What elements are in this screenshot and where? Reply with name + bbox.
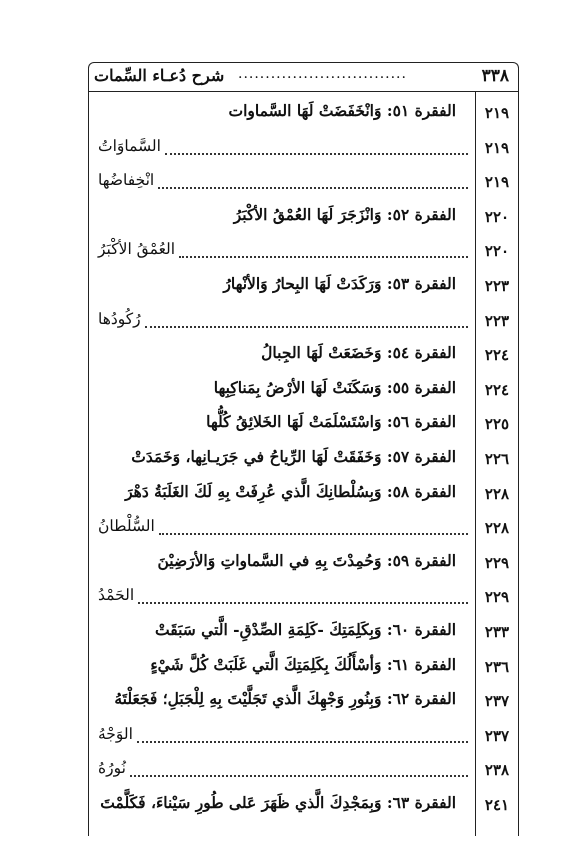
page-number: ٣٣٨ (481, 66, 509, 86)
toc-term: رُكُودُها (98, 309, 141, 328)
toc-term: الوَجْهُ (98, 724, 133, 743)
toc-row (92, 236, 516, 268)
toc-page-number: ٢٢٥ (484, 415, 510, 434)
toc-row (92, 409, 516, 441)
toc-row (92, 271, 516, 303)
toc-dot-leader (138, 600, 468, 604)
toc-heading: الفقرة ٥٨: وَبِسُلْطانِكَ الَّذي عُرِفَتْ بِهِ لَكَ الغَلَبَةُ دَهْرَ (125, 481, 456, 501)
toc-heading: الفقرة ٥٩: وَحُمِدْتَ بِهِ في السَّماواتِ وَالأرَضِيْنَ (157, 550, 456, 570)
toc-row (92, 340, 516, 372)
toc-page-number: ٢٢٣ (484, 277, 510, 295)
toc-row (92, 652, 516, 684)
toc-row (92, 167, 516, 199)
toc-dot-leader (130, 773, 468, 777)
toc-term: السُّلْطانُ (98, 517, 155, 536)
toc-row (92, 133, 516, 165)
toc-heading: الفقرة ٥٥: وَسَكَنَتْ لَهَا الأرْضُ بِمَناكِبِها (213, 377, 456, 397)
toc-page-number: ٢١٩ (484, 173, 510, 192)
toc-heading: الفقرة ٥٣: وَرَكَدَتْ لَهَا البِحارُ وَالأنْهارُ (223, 274, 456, 293)
toc-row (92, 721, 516, 753)
toc-page-number: ٢٢٩ (484, 588, 510, 607)
toc-row (92, 202, 516, 234)
toc-page-number: ٢٣٧ (484, 726, 510, 745)
toc-page-number: ٢٢٤ (484, 346, 510, 365)
toc-term: نُورُهُ (98, 759, 126, 778)
toc-term: الحَمْدُ (98, 586, 135, 605)
toc-dot-leader (145, 324, 468, 328)
toc-page-number: ٢١٩ (484, 138, 510, 157)
toc-row (92, 513, 516, 545)
toc-heading: الفقرة ٦٣: وَبِمَجْدِكَ الَّذي ظَهَرَ عَلى طُورِ سَيْناءَ، فَكَلَّمْتَ (100, 793, 456, 812)
toc-dot-leader (158, 185, 468, 189)
toc-row (92, 755, 516, 787)
toc-dot-leader (159, 531, 468, 535)
toc-page-number: ٢٣٣ (484, 623, 510, 641)
toc-row (92, 617, 516, 649)
toc-heading: الفقرة ٦٢: وَبِنُورِ وَجْهِكَ الَّذي تَجَلَّيْتَ بِهِ لِلْجَبَلِ؛ فَجَعَلْتَهُ (114, 689, 456, 709)
toc-heading: الفقرة ٥٤: وَخَضَعَتْ لَهَا الجِبالُ (261, 343, 456, 363)
toc-term: العُمْقُ الأكْبَرُ (98, 240, 176, 259)
toc-heading: الفقرة ٥١: وَانْخَفَضَتْ لَهَا السَّماوات (228, 101, 456, 120)
toc-row (92, 98, 516, 130)
toc-term: انْخِفاضُها (98, 171, 155, 190)
toc-dot-leader (165, 151, 468, 155)
toc-page-number: ٢٣٨ (484, 761, 510, 780)
toc-page-number: ٢٢٠ (484, 242, 510, 261)
toc-dot-leader (137, 739, 468, 743)
toc-heading: الفقرة ٥٢: وَانْزَجَرَ لَهَا العُمْقُ الأكْبَرُ (233, 204, 456, 224)
toc-page-number: ٢٢٦ (484, 450, 510, 468)
toc-heading: الفقرة ٦٠: وَبِكَلِمَتِكَ -كَلِمَةِ الصِّدْقِ- الَّتي سَبَقَتْ (155, 620, 456, 639)
toc-row (92, 444, 516, 476)
toc-term: السَّماوَاتُ (98, 136, 161, 155)
toc-row (92, 686, 516, 718)
toc-heading: الفقرة ٦١: وَأسْأَلُكَ بِكَلِمَتِكَ الَّتي غَلَبَتْ كُلَّ شَيْءٍ (150, 654, 456, 674)
toc-page-number: ٢٣٦ (484, 657, 510, 676)
toc-row (92, 790, 516, 822)
toc-heading: الفقرة ٥٧: وَخَفَقَتْ لَهَا الرِّياحُ في جَرَيـانِها، وَخَمَدَتْ (131, 447, 456, 466)
toc-page-number: ٢١٩ (484, 104, 510, 122)
toc-page-number: ٢٣٧ (484, 692, 510, 711)
toc-row (92, 306, 516, 338)
toc-row (92, 548, 516, 580)
toc-row (92, 479, 516, 511)
running-header (88, 62, 519, 92)
toc-row (92, 375, 516, 407)
header-dots: ............................... (238, 66, 407, 82)
toc-page-number: ٢٢٩ (484, 553, 510, 572)
toc-page-number: ٢٢٨ (484, 519, 510, 538)
toc-dot-leader (179, 254, 468, 258)
toc-page-number: ٢٢٤ (484, 380, 510, 399)
toc-row (92, 582, 516, 614)
toc-page-number: ٢٢٠ (484, 207, 510, 226)
toc-page-number: ٢٢٨ (484, 484, 510, 503)
toc-page-number: ٢٢٣ (484, 311, 510, 330)
running-title: شرح دُعـاء السِّمات (94, 66, 225, 85)
toc-heading: الفقرة ٥٦: وَاسْتَسْلَمَتْ لَهَا الخَلائِقُ كُلُّها (206, 412, 456, 432)
toc-page-number: ٢٤١ (484, 796, 510, 814)
